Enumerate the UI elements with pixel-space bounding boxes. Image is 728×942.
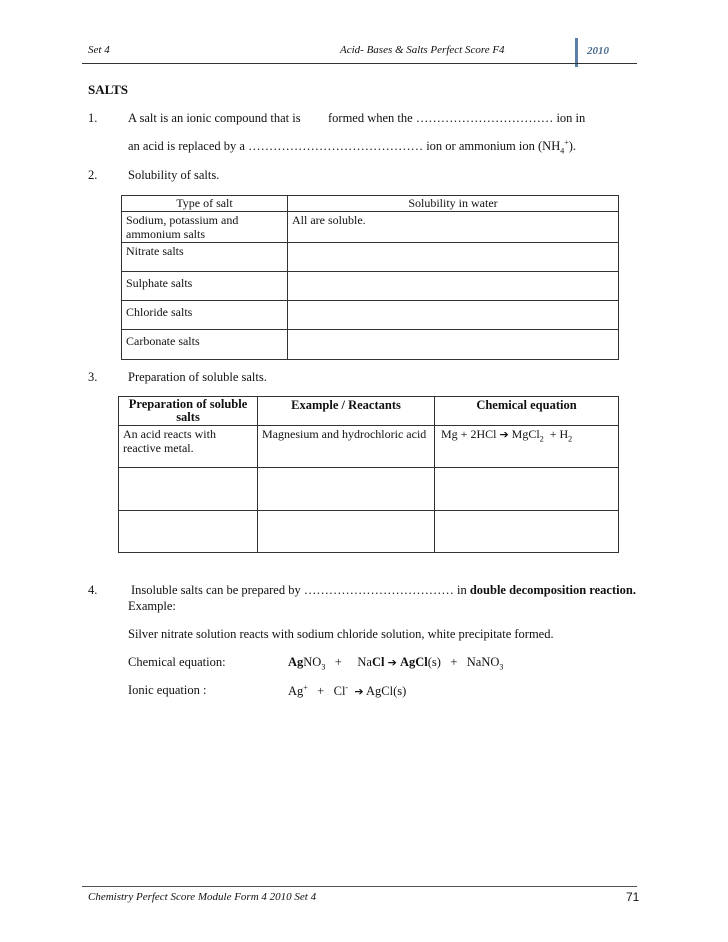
solubility-cell: All are soluble. — [288, 212, 619, 243]
item4-number: 4. — [88, 583, 98, 597]
ionic-equation: Ag+ + Cl- ➔ AgCl(s) — [288, 683, 407, 699]
header-example: Example / Reactants — [258, 397, 435, 426]
header-subject: Acid- Bases & Salts Perfect Score F4 — [340, 44, 505, 56]
item2-number: 2. — [88, 168, 98, 182]
chemical-equation-label: Chemical equation: — [128, 655, 226, 669]
solubility-cell — [288, 272, 619, 301]
prep-cell: An acid reacts with reactive metal. — [119, 426, 258, 468]
table-row — [122, 330, 619, 360]
example-cell — [258, 468, 435, 511]
solubility-cell — [288, 301, 619, 330]
example-cell — [258, 511, 435, 553]
footer-text: Chemistry Perfect Score Module Form 4 2010 Set 4 — [88, 891, 317, 903]
prep-cell — [119, 511, 258, 553]
item1-line2: an acid is replaced by a …………………………………… ion or ammonium ion $(NH_4^+)$. — [128, 138, 577, 156]
item3-title: Preparation of soluble salts. — [128, 370, 267, 384]
footer-rule — [82, 886, 637, 887]
solubility-cell — [288, 330, 619, 360]
table-header-row — [119, 397, 619, 426]
item3-number: 3. — [88, 370, 98, 384]
table-row — [119, 426, 619, 468]
right-arrow-icon: ➔ — [387, 656, 397, 669]
ionic-equation-label: Ionic equation : — [128, 683, 207, 697]
section-title: SALTS — [88, 82, 128, 97]
table-row — [122, 212, 619, 243]
header-rule — [82, 63, 637, 64]
header-preparation: Preparation of soluble salts — [119, 397, 258, 426]
table-row — [122, 272, 619, 301]
right-arrow-icon: ➔ — [354, 685, 364, 699]
table-row — [122, 243, 619, 272]
salt-type-cell: Sulphate salts — [122, 272, 288, 301]
header-chemical-equation: Chemical equation — [435, 397, 619, 426]
salt-type-cell: Chloride salts — [122, 301, 288, 330]
item1-line1b: formed when the …………………………… ion in — [328, 111, 586, 125]
header-year: 2010 — [587, 45, 609, 57]
preparation-table — [118, 396, 619, 553]
table-header-row — [122, 196, 619, 212]
prep-cell — [119, 468, 258, 511]
item2-title: Solubility of salts. — [128, 168, 220, 182]
equation-cell — [435, 511, 619, 553]
table-row — [119, 468, 619, 511]
item1-line1a: A salt is an ionic compound that is — [128, 111, 301, 125]
item1-number: 1. — [88, 111, 98, 125]
salt-type-cell: Carbonate salts — [122, 330, 288, 360]
salt-type-cell: Sodium, potassium and ammonium salts — [122, 212, 288, 243]
right-arrow-icon: ➔ — [499, 428, 509, 441]
solubility-cell — [288, 243, 619, 272]
table-row — [122, 301, 619, 330]
header-solubility: Solubility in water — [288, 196, 619, 212]
example-cell: Magnesium and hydrochloric acid — [258, 426, 435, 468]
header-set: Set 4 — [88, 44, 110, 56]
solubility-table — [121, 195, 619, 360]
item4-example-label: Example: — [128, 599, 176, 613]
table-row — [119, 511, 619, 553]
equation-cell: Mg + 2HCl ➔ MgCl$_2$ + $H_2$ — [435, 426, 619, 468]
equation-cell — [435, 468, 619, 511]
chemical-equation: AgNO$_3$ + NaCl ➔ AgCl(s) + NaNO$_3$ — [288, 655, 504, 672]
item4-line1: Insoluble salts can be prepared by ……………………………… in double decomposition reaction. — [131, 583, 636, 597]
page-number: 71 — [626, 890, 640, 904]
header-type-of-salt: Type of salt — [122, 196, 288, 212]
item4-description: Silver nitrate solution reacts with sodium chloride solution, white precipitate formed. — [128, 627, 554, 641]
salt-type-cell: Nitrate salts — [122, 243, 288, 272]
